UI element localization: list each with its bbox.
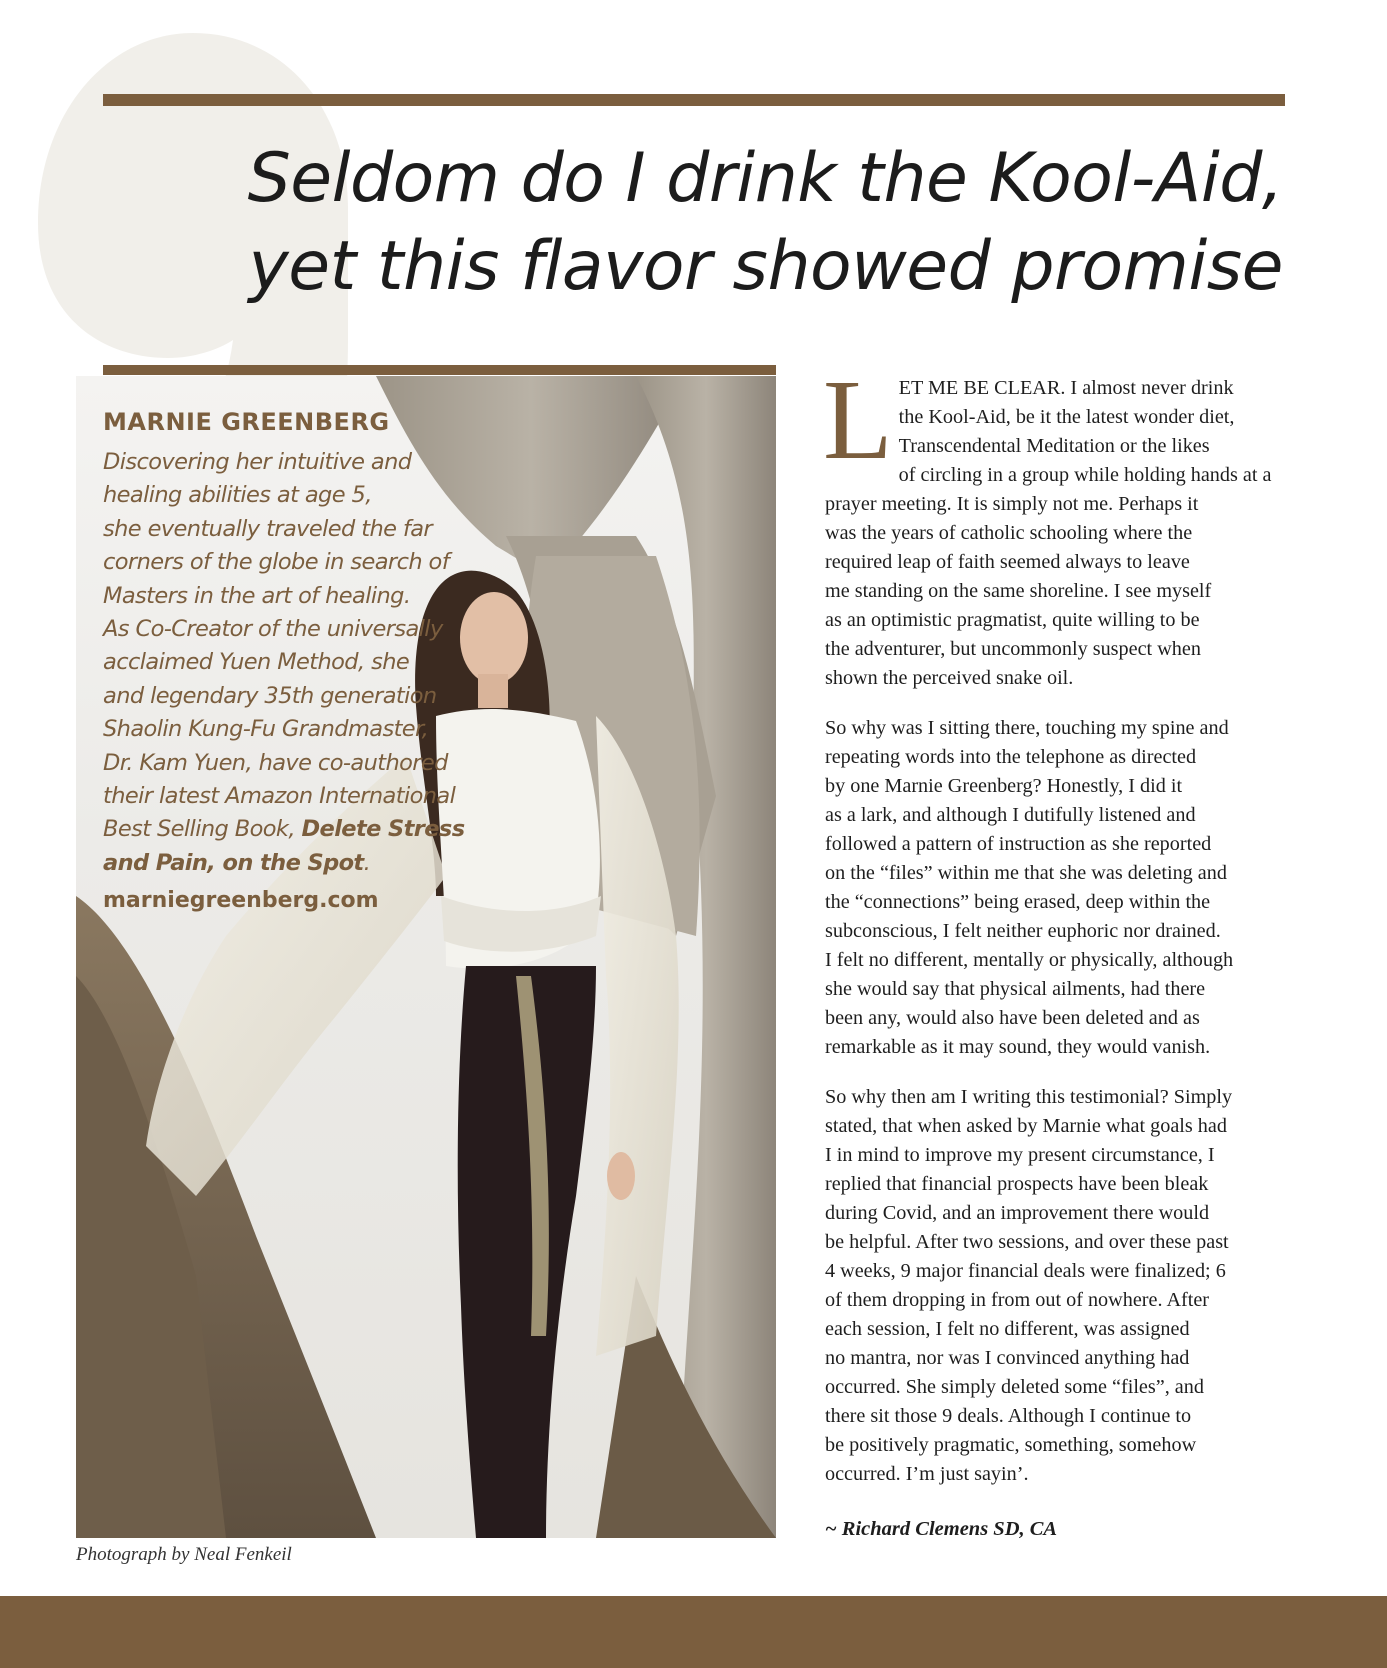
bio-line-prefix: Best Selling Book,: [103, 816, 302, 843]
top-rule: [103, 94, 1285, 106]
article-line: ET ME BE CLEAR. I almost never drink: [898, 377, 1234, 399]
author-name: MARNIE GREENBERG: [103, 408, 390, 436]
testimonial-signoff: ~ Richard Clemens SD, CA: [825, 1518, 1058, 1540]
article-line: shown the perceived snake oil.: [825, 667, 1074, 689]
article-line: I felt no different, mentally or physically, although: [825, 949, 1234, 971]
article-line: So why then am I writing this testimonial? Simply: [825, 1086, 1233, 1108]
article-line: I in mind to improve my present circumstance, I: [825, 1144, 1215, 1166]
article-line: the adventurer, but uncommonly suspect when: [825, 638, 1201, 660]
article-line: of circling in a group while holding hands at a: [898, 464, 1272, 486]
article-line: followed a pattern of instruction as she reported: [825, 833, 1212, 855]
article-line: the Kool-Aid, be it the latest wonder diet,: [898, 406, 1235, 428]
article-line: be positively pragmatic, something, somehow: [825, 1434, 1197, 1456]
drop-cap: L: [823, 356, 893, 483]
article-line: repeating words into the telephone as directed: [825, 746, 1197, 768]
bio-line: she eventually traveled the far: [103, 515, 433, 542]
bio-line-suffix: .: [363, 849, 371, 876]
article-line: by one Marnie Greenberg? Honestly, I did it: [825, 775, 1183, 797]
article-line: So why was I sitting there, touching my spine and: [825, 717, 1229, 739]
bio-line: acclaimed Yuen Method, she: [103, 649, 410, 676]
article-line: she would say that physical ailments, had there: [825, 978, 1206, 1000]
article-line: during Covid, and an improvement there would: [825, 1202, 1210, 1224]
article-line: me standing on the same shoreline. I see myself: [825, 580, 1212, 602]
article-line: occurred. I’m just sayin’.: [825, 1463, 1029, 1485]
article-paragraph-1: [823, 356, 1287, 693]
article-line: of them dropping in from out of nowhere. After: [825, 1289, 1210, 1311]
article-line: prayer meeting. It is simply not me. Perhaps it: [825, 493, 1199, 515]
article-paragraph-3: [825, 1083, 1287, 1489]
headline-line-2: yet this flavor showed promise: [248, 227, 1283, 306]
bio-line: corners of the globe in search of: [103, 549, 450, 576]
article-line: been any, would also have been deleted and as: [825, 1007, 1200, 1029]
article-body: [823, 356, 1287, 1510]
article-line: the “connections” being erased, deep within the: [825, 891, 1211, 913]
article-line: remarkable as it may sound, they would vanish.: [825, 1036, 1211, 1058]
article-line: 4 weeks, 9 major financial deals were finalized; 6: [825, 1260, 1226, 1282]
bio-line: and legendary 35th generation: [103, 682, 437, 709]
article-line: on the “files” within me that she was deleting and: [825, 862, 1227, 884]
author-website-link[interactable]: marniegreenberg.com: [103, 888, 379, 914]
article-line: subconscious, I felt neither euphoric nor drained.: [825, 920, 1221, 942]
author-bio: [103, 408, 463, 913]
article-line: replied that financial prospects have been bleak: [825, 1173, 1209, 1195]
photo-caption: Photograph by Neal Fenkeil: [76, 1544, 292, 1565]
bio-line: As Co-Creator of the universally: [103, 616, 443, 643]
bio-line: Shaolin Kung-Fu Grandmaster,: [103, 716, 429, 743]
bio-line: [103, 847, 463, 880]
article-line: occurred. She simply deleted some “files”, and: [825, 1376, 1204, 1398]
article-line: as a lark, and although I dutifully listened and: [825, 804, 1196, 826]
article-line: as an optimistic pragmatist, quite willing to be: [825, 609, 1200, 631]
headline: [223, 135, 1283, 311]
article-line: there sit those 9 deals. Although I continue to: [825, 1405, 1192, 1427]
article-line: required leap of faith seemed always to leave: [825, 551, 1190, 573]
photo-top-rule: [103, 365, 776, 375]
article-line: stated, that when asked by Marnie what goals had: [825, 1115, 1227, 1137]
article-line: each session, I felt no different, was assigned: [825, 1318, 1190, 1340]
headline-line-1: Seldom do I drink the Kool-Aid,: [247, 139, 1283, 218]
bio-line: Dr. Kam Yuen, have co-authored: [103, 749, 448, 776]
book-title: and Pain, on the Spot: [103, 849, 364, 876]
article-line: be helpful. After two sessions, and over these past: [825, 1231, 1229, 1253]
article-line: was the years of catholic schooling where the: [825, 522, 1193, 544]
article-line: no mantra, nor was I convinced anything had: [825, 1347, 1190, 1369]
bio-line: healing abilities at age 5,: [103, 482, 372, 509]
book-title: Delete Stress: [301, 816, 465, 843]
bio-line: Masters in the art of healing.: [103, 582, 411, 609]
bio-line: their latest Amazon International: [103, 783, 456, 810]
bio-line: [103, 813, 463, 846]
footer-band: [0, 1596, 1387, 1668]
article-paragraph-2: [825, 714, 1287, 1062]
author-bio-text: [103, 446, 463, 880]
article-line: Transcendental Meditation or the likes: [898, 435, 1210, 457]
bio-line: Discovering her intuitive and: [103, 449, 412, 475]
